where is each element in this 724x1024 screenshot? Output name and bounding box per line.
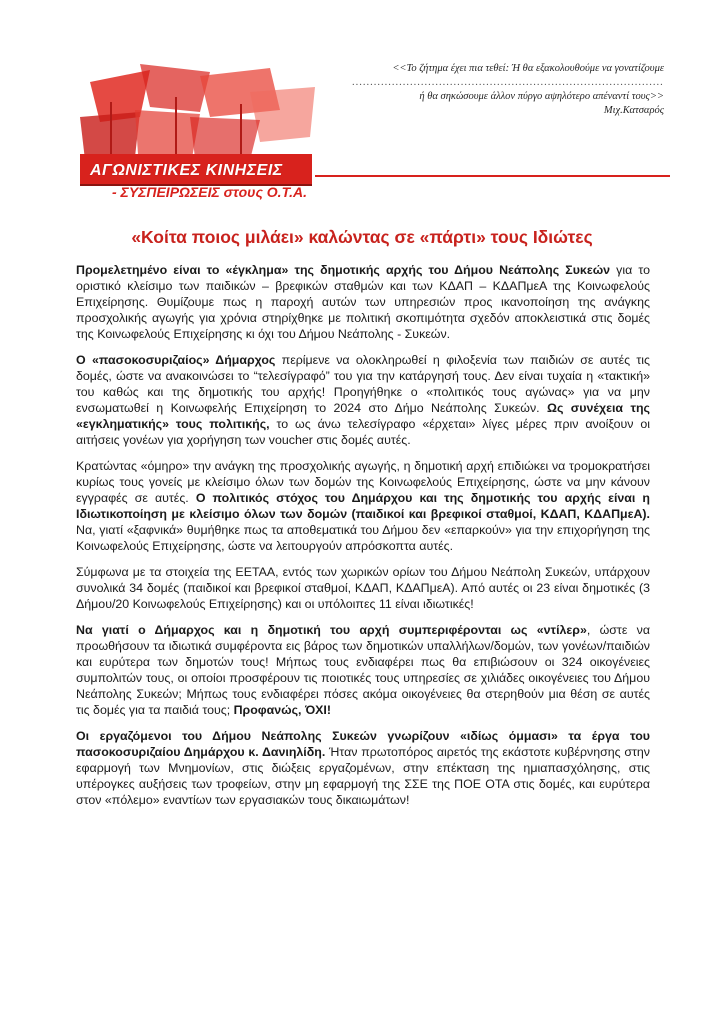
quote-author: Μιχ.Κατσαρός xyxy=(603,105,664,116)
p2-text-1: περίμενε να ολοκληρωθεί η φιλοξενία των παιδιών σε αυτές τις δομές, ώστε να ανακοινώσει το “τελεσίγραφό” του για την κατάργησή τους. Δεν είναι τυχαία η «τακτική» του καθώς και της δημοτικής του αρχής! Προηγήθηκε ο «πολιτικός τους αγώνας» για να μην ενσωματωθεί η Κοινωφελής Επιχείρηση το 2024 στο Δήμο Νεάπολης Συκεών. xyxy=(76,353,650,415)
p6-text-1: Ήταν πρωτοπόρος αιρετός της εκάστοτε κυβέρνησης στην εφαρμογή των Μνημονίων, στις διώξεις εργαζομένων, στην επέκταση της ημιαπασχόλησης, στις υπέρογκες αυξήσεις των τροφείων, στην μη εφαρμογή της ΣΣΕ της ΠΟΕ ΟΤΑ στις δομές, και ευρύτερα στον «πόλεμο» εναντίων των εργασιακών τους δικαιωμάτων! xyxy=(76,745,650,807)
document-body xyxy=(76,262,650,818)
page-title: «Κοίτα ποιος μιλάει» καλώντας σε «πάρτι» τους Ιδιώτες xyxy=(131,227,593,247)
p5-bold-1: Να γιατί ο Δήμαρχος και η δημοτική του αρχή συμπεριφέρονται ως «ντίλερ» xyxy=(76,623,587,637)
epigraph-quote xyxy=(304,62,664,118)
paragraph-1 xyxy=(76,262,650,342)
p4-text-1: Σύμφωνα με τα στοιχεία της ΕΕΤΑΑ, εντός των χωρικών ορίων του Δήμου Νεάπολη Συκεών, υπάρχουν συνολικά 34 δομές (παιδικοί και βρεφικοί σταθμοί, ΚΔΑΠ, ΚΔΑΠμεΑ). Από αυτές οι 23 είναι δημοτικές (3 Δήμου/20 Κοινωφελούς Επιχείρησης) και οι υπόλοιπες 11 είναι ιδιωτικές! xyxy=(76,565,650,611)
header-divider xyxy=(315,175,670,177)
paragraph-4 xyxy=(76,564,650,612)
p1-bold-1: Προμελετημένο είναι το «έγκλημα» της δημοτικής αρχής του Δήμου Νεάπολης Συκεών xyxy=(76,263,611,277)
header xyxy=(80,62,670,204)
p3-bold-1: Ο πολιτικός στόχος του Δημάρχου και της δημοτικής του αρχής είναι η Ιδιωτικοποίηση με κλείσιμο όλων των δομών (παιδικοί και βρεφικοί σταθμοί, ΚΔΑΠ, ΚΔΑΠμεΑ). xyxy=(76,491,650,521)
quote-line1: <<Το ζήτημα έχει πια τεθεί: Ή θα εξακολουθούμε να γονατίζουμε xyxy=(392,63,664,74)
p3-text-1: Κρατώντας «όμηρο» την ανάγκη της προσχολικής αγωγής, η δημοτική αρχή επιδιώκει να τρομοκρατήσει κυρίως τους γονείς με κλείσιμο όλων των δομών της Κοινωφελούς Επιχείρησης, ώστε να μην κάνουν εγγραφές σε αυτές. xyxy=(76,459,650,505)
p5-text-1: , ώστε να προωθήσουν τα ιδιωτικά συμφέροντα εις βάρος των δημοτικών υπαλλήλων/δομών, των γονέων/παιδιών και ευρύτερα των δημοτών τους! Μήπως τους ενδιαφέρει πως θα επιβιώσουν οι 324 οικογένειες συμπολιτών τους, οι οποίοι προσφέρουν τις ποιοτικές τους υπηρεσίες σε χιλιάδες οικογένειες του Δήμου Νεάπολης Συκεών; Μήπως τους ενδιαφέρει πόσες ακόμα οικογένειες θα στερηθούν μια θέση σε αυτές τις δομές για τα παιδιά τους; xyxy=(76,623,650,717)
p1-text-1: για το οριστικό κλείσιμο των παιδικών – βρεφικών σταθμών και των ΚΔΑΠ – ΚΔΑΠμεΑ της Κοινωφελούς Επιχείρησης. Θυμίζουμε πως η παροχή αυτών των υπηρεσιών προς ικανοποίηση της ανάγκης προσχολικής αγωγής για χρόνια στηρίχθηκε με πολιτική σκοπιμότητα σχεδόν αποκλειστικά στις δομές της Κοινωφελούς Επιχείρησης κι όχι του Δήμου Νεάπολης - Συκεών. xyxy=(76,263,651,341)
quote-line2: ή θα σηκώσουμε άλλον πύργο αψηλότερο απέναντί τους>> xyxy=(419,91,664,102)
org-title-line2: - ΣΥΣΠΕΙΡΩΣΕΙΣ στους Ο.Τ.Α. xyxy=(112,184,307,200)
paragraph-3 xyxy=(76,458,650,554)
p6-bold-1: Οι εργαζόμενοι του Δήμου Νεάπολης Συκεών γνωρίζουν «ιδίως όμμασι» τα έργα του πασοκοσυριζαίου Δημάρχου κ. Δανιηλίδη. xyxy=(76,729,650,759)
paragraph-5 xyxy=(76,622,650,718)
p5-bold-2: Προφανώς, ΌΧΙ! xyxy=(233,703,331,717)
p2-bold-2: Ως συνέχεια της «εγκληματικής» τους πολιτικής, xyxy=(76,401,650,431)
paragraph-2 xyxy=(76,352,650,448)
organization-title xyxy=(82,158,314,200)
p2-bold-1: Ο «πασοκοσυριζαίος» Δήμαρχος xyxy=(76,353,276,367)
org-title-line1: ΑΓΩΝΙΣΤΙΚΕΣ ΚΙΝΗΣΕΙΣ xyxy=(90,162,283,179)
p3-text-2: Να, γιατί «ξαφνικά» θυμήθηκε πως τα αποθεματικά του Δήμου δεν «επαρκούν» για την επιχορήγηση της Κοινωφελούς Επιχείρησης, ώστε να λειτουργούν απρόσκοπτα αυτές. xyxy=(76,523,650,553)
p2-text-2: το ως άνω τελεσίγραφο «έρχεται» λίγες μέρες πριν ανοίξουν οι αιτήσεις γονέων για χορήγηση των voucher στις δομές αυτές. xyxy=(76,417,650,447)
quote-dots: ...................................................................................... xyxy=(352,77,664,88)
paragraph-6 xyxy=(76,728,650,808)
